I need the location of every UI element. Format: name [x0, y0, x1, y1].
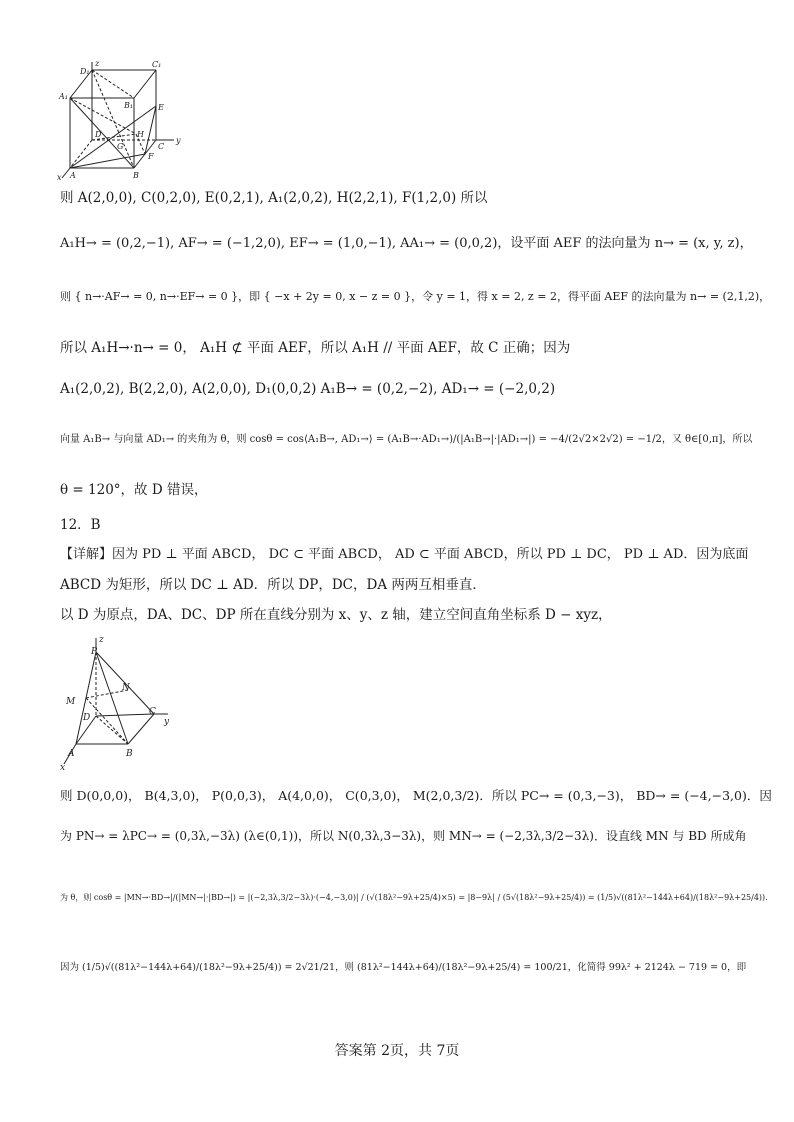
fig2-label-x: x — [60, 763, 66, 772]
fig1-label-h: H — [137, 130, 144, 139]
text-line-12: 则 D(0,0,0)， B(4,3,0)， P(0,0,3)， A(4,0,0)， C(0,3,0)， M(2,0,3/2)．所以 PC→ = (0,3,−3)， BD→ = (−4,−3,0)．因 — [60, 788, 772, 803]
text-line-13: 为 PN→ = λPC→ = (0,3λ,−3λ) (λ∈(0,1))，所以 N(0,3λ,3−3λ)，则 MN→ = (−2,3λ,3/2−3λ)．设直线 MN 与 BD 所成角 — [60, 829, 747, 843]
page-footer: 答案第 2页，共 7页 — [334, 1043, 460, 1059]
text-line-9: 【详解】因为 PD ⊥ 平面 ABCD， DC ⊂ 平面 ABCD， AD ⊂ 平面 ABCD，所以 PD ⊥ DC， PD ⊥ AD．因为底面 — [60, 547, 749, 562]
text-line-2: A₁H→ = (0,2,−1), AF→ = (−1,2,0), EF→ = (1,0,−1), AA₁→ = (0,0,2)，设平面 AEF 的法向量为 n→ = (x, y, z)， — [60, 236, 753, 251]
fig2-label-m: M — [66, 697, 76, 707]
fig1-label-c1: C₁ — [152, 60, 162, 69]
text-line-4: 所以 A₁H→·n→ = 0， A₁H ⊄ 平面 AEF，所以 A₁H // 平面 AEF，故 C 正确；因为 — [60, 340, 571, 356]
fig1-label-g: G — [117, 142, 124, 151]
fig1-label-d: D — [95, 130, 102, 139]
fig2-label-d: D — [83, 713, 91, 723]
fig1-label-x: x — [57, 173, 62, 182]
fig2-label-c: C — [149, 707, 156, 717]
pyramid-figure — [56, 632, 181, 772]
fig1-label-e: E — [158, 103, 164, 112]
text-line-6: 向量 A₁B→ 与向量 AD₁→ 的夹角为 θ，则 cosθ = cos⟨A₁B→, AD₁→⟩ = (A₁B→·AD₁→)/(|A₁B→|·|AD₁→|) = −4/(2√2×2√2) = −1/2，又 θ∈[0,π]，所以 — [60, 434, 753, 445]
text-line-5: A₁(2,0,2), B(2,2,0), A(2,0,0), D₁(0,0,2) A₁B→ = (0,2,−2), AD₁→ = (−2,0,2) — [60, 381, 556, 397]
text-line-10: ABCD 为矩形，所以 DC ⊥ AD．所以 DP，DC，DA 两两互相垂直． — [60, 577, 486, 593]
fig1-label-c: C — [158, 142, 165, 151]
text-line-7: θ = 120°，故 D 错误， — [60, 482, 208, 498]
fig1-label-b: B — [133, 171, 139, 180]
cube-figure — [56, 58, 186, 183]
fig2-label-n: N — [122, 683, 130, 693]
fig1-label-b1: B₁ — [124, 101, 134, 110]
fig2-label-a: A — [68, 749, 75, 759]
fig2-label-b: B — [126, 749, 133, 759]
fig2-label-p: P — [91, 647, 98, 657]
fig1-label-y: y — [176, 136, 181, 145]
fig1-label-d1: D₁ — [80, 67, 90, 76]
text-line-1: 则 A(2,0,0), C(0,2,0), E(0,2,1), A₁(2,0,2), H(2,2,1), F(1,2,0) 所以 — [60, 190, 488, 206]
text-line-11: 以 D 为原点，DA、DC、DP 所在直线分别为 x、y、z 轴，建立空间直角坐标系 D − xyz， — [60, 607, 612, 623]
text-line-3: 则 { n→·AF→ = 0, n→·EF→ = 0 }，即 { −x + 2y = 0, x − z = 0 }，令 y = 1，得 x = 2, z = 2，得平面 AEF 的法向量为 n→ = (2,1,2)， — [60, 290, 771, 303]
fig2-label-z: z — [99, 635, 104, 645]
text-line-14: 为 θ，则 cosθ = |MN→·BD→|/(|MN→|·|BD→|) = |(−2,3λ,3/2−3λ)·(−4,−3,0)| / (√(18λ²−9λ+25/4)×5) = |8−9λ| / (5√(18λ²−9λ+25/4)) = (1/5)√((81λ²−144λ+64)/(18λ²−9λ+25/4))． — [60, 893, 774, 902]
text-line-15: 因为 (1/5)√((81λ²−144λ+64)/(18λ²−9λ+25/4)) = 2√21/21，则 (81λ²−144λ+64)/(18λ²−9λ+25/4) = 100/21，化简得 99λ² + 2124λ − 719 = 0，即 — [60, 962, 747, 973]
fig1-label-f: F — [148, 152, 154, 161]
question-number: 12．B — [60, 517, 101, 533]
fig1-label-a: A — [70, 171, 76, 180]
fig2-label-y: y — [164, 717, 170, 727]
fig1-label-a1: A₁ — [59, 92, 68, 101]
fig1-label-z: z — [95, 59, 100, 68]
